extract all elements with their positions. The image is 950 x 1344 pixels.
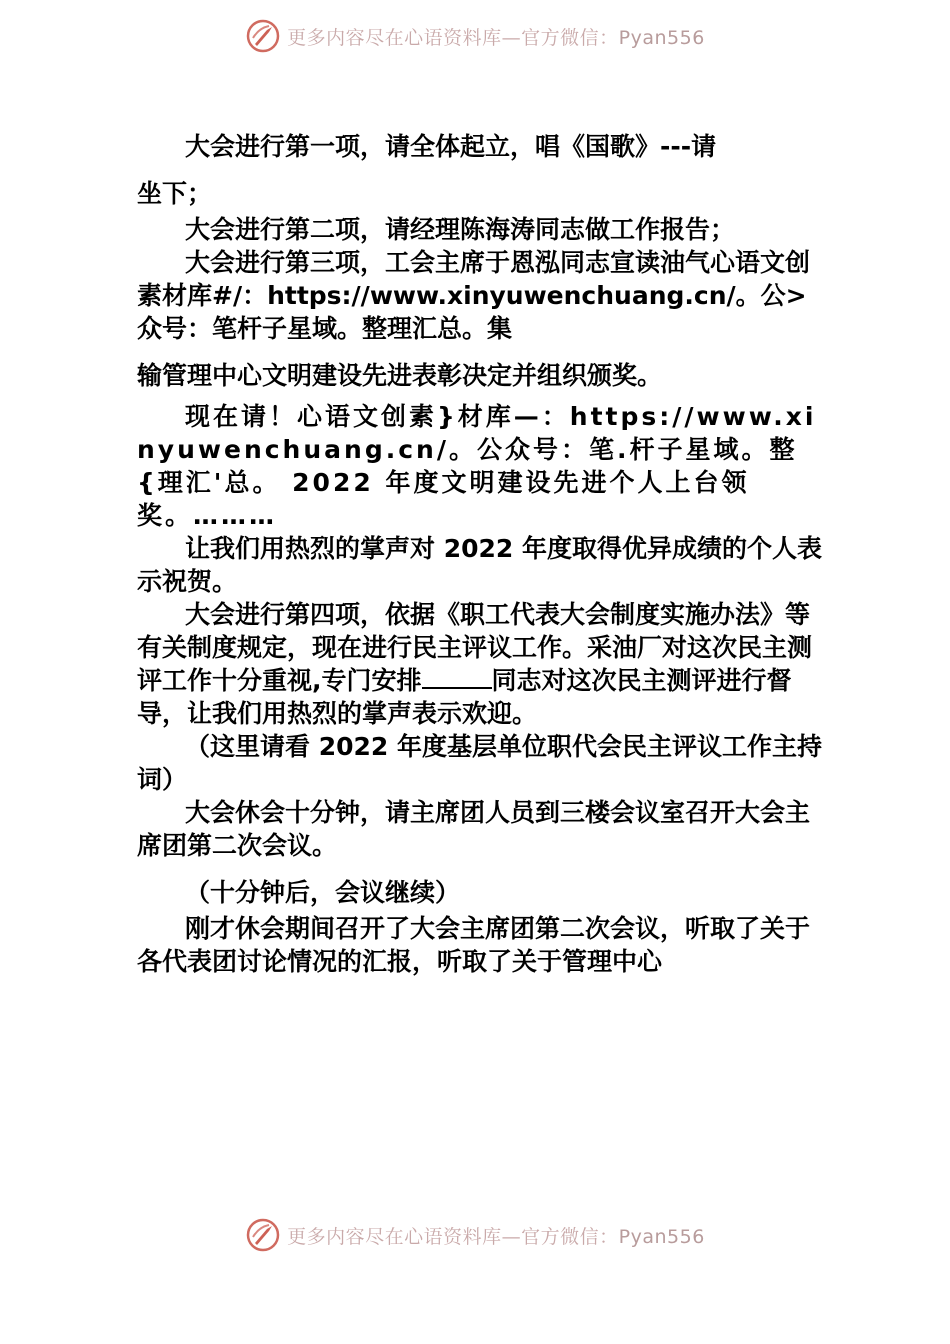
paragraph-6: 现在请！心语文创素}材库—：https://www.xinyuwenchuang.cn/。公众号：笔.杆子星域。整{理汇'总。 2022 年度文明建设先进个人上台领奖。……… — [137, 402, 817, 530]
footer-watermark — [0, 1215, 950, 1255]
paragraph-1: 大会进行第一项，请全体起立，唱《国歌》---请 — [185, 132, 717, 161]
paragraph-11: （十分钟后，会议继续） — [185, 878, 461, 907]
header-watermark — [0, 16, 950, 56]
pen-nib-logo-icon — [245, 1217, 281, 1253]
paragraph-10: 大会休会十分钟，请主席团人员到三楼会议室召开大会主席团第二次会议。 — [137, 798, 811, 860]
paragraph-4: 大会进行第三项，工会主席于恩泓同志宣读油气心语文创素材库#/：https://www.xinyuwenchuang.cn/。公>众号：笔杆子星域。整理汇总。集 — [137, 248, 811, 343]
paragraph-12: 刚才休会期间召开了大会主席团第二次会议，听取了关于各代表团讨论情况的汇报，听取了关于管理中心 — [137, 914, 811, 976]
pen-nib-logo-icon — [245, 18, 281, 54]
paragraph-7: 让我们用热烈的掌声对 2022 年度取得优异成绩的个人表示祝贺。 — [137, 534, 822, 596]
paragraph-9: （这里请看 2022 年度基层单位职代会民主评议工作主持词） — [137, 732, 822, 794]
footer-watermark-text: 更多内容尽在心语资料库—官方微信：Pyan556 — [287, 1225, 705, 1248]
paragraph-8-text-a: 大会进行第四项，依据《职工代表大会制度实施办法》等有关制度规定，现在进行民主评议工作。采油厂对这次民主测评工作十分重视,专门安排 — [137, 600, 813, 695]
blank-underline — [422, 665, 492, 689]
paragraph-5: 输管理中心文明建设先进表彰决定并组织颁奖。 — [137, 361, 663, 390]
document-body — [137, 130, 827, 978]
header-watermark-text: 更多内容尽在心语资料库—官方微信：Pyan556 — [287, 26, 705, 49]
paragraph-8-text-b: 同志对这次民主测评进行督导，让我们用热烈的掌声表示欢迎。 — [137, 666, 792, 728]
paragraph-3: 大会进行第二项，请经理陈海涛同志做工作报告； — [185, 215, 736, 244]
paragraph-8 — [137, 598, 827, 730]
paragraph-2: 坐下； — [137, 179, 213, 208]
